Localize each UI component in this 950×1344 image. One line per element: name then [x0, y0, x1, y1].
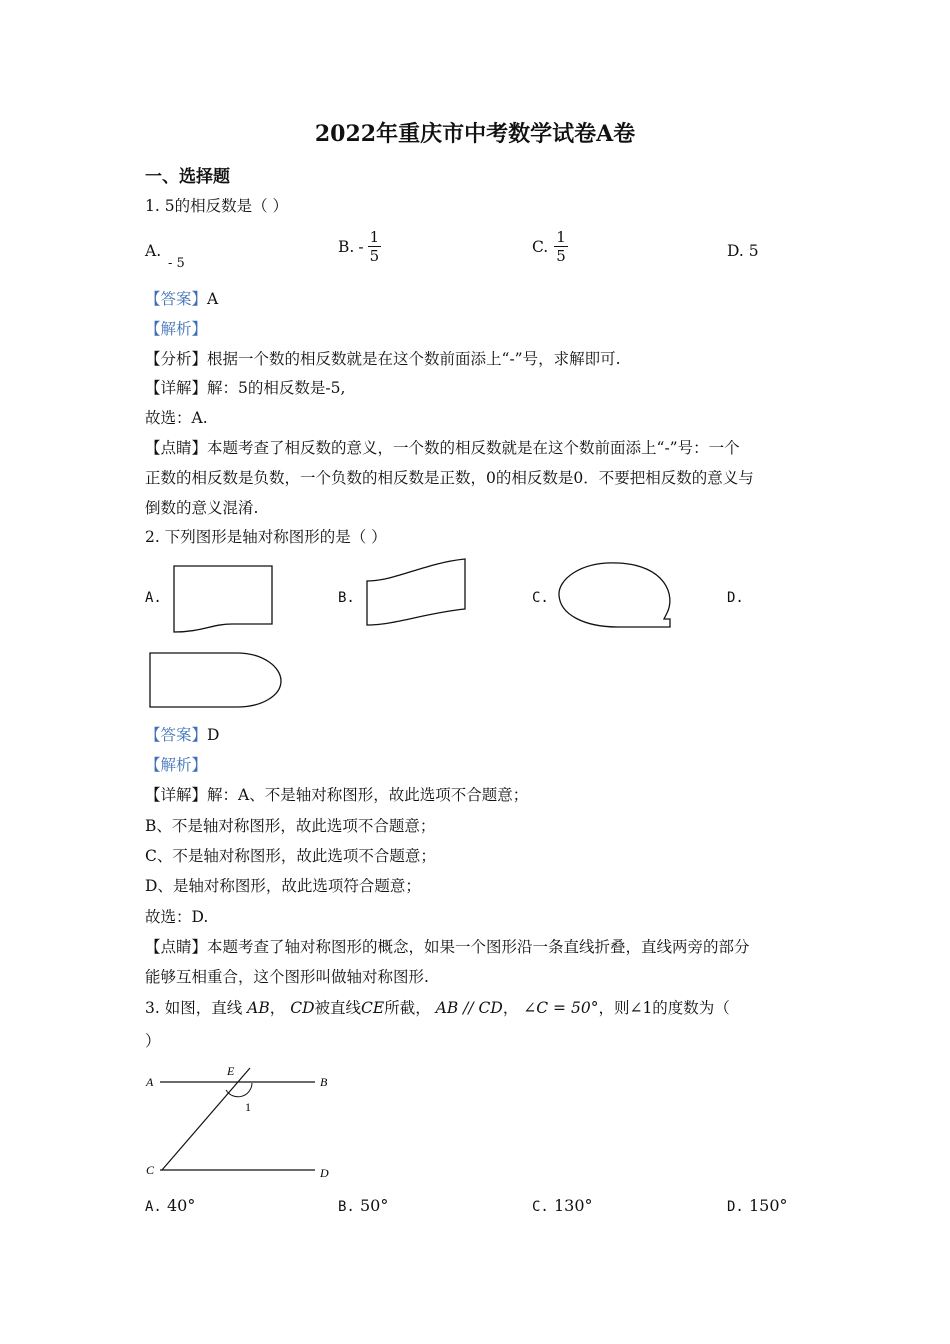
q3-stem-c: 所截，: [384, 999, 431, 1017]
q1-dianjing-1: [145, 437, 740, 459]
q1-option-a-label: A.: [145, 242, 162, 260]
q1-option-b-fraction: [368, 228, 382, 265]
q1-option-c-label: C.: [532, 237, 549, 256]
q1-option-d: D. 5: [727, 242, 759, 260]
q3-label-a: A: [146, 1075, 154, 1089]
q3-label-c: C: [146, 1163, 155, 1177]
q2-shape-d: [145, 645, 290, 715]
q1-dianjing-3: 倒数的意义混淆.: [145, 499, 259, 517]
q3-stem-b: 被直线: [314, 999, 362, 1017]
q3-option-a-value: 40°: [166, 1196, 196, 1215]
q3-option-c: [532, 1196, 593, 1215]
q1-option-c: [532, 228, 568, 265]
q2-option-c-label: C.: [532, 590, 549, 606]
q1-answer-tag: 【答案】: [145, 290, 208, 308]
q2-dianjing-2: 能够互相重合，这个图形叫做轴对称图形.: [145, 968, 429, 986]
q1-analysis-tag: 【解析】: [145, 320, 208, 338]
q2-analysis-tag: 【解析】: [145, 756, 208, 774]
q3-comma-1: ，: [269, 999, 286, 1017]
section-heading: 一、选择题: [145, 167, 230, 187]
q3-option-a: [145, 1196, 195, 1215]
q3-angle: ∠C = 50°: [523, 999, 599, 1017]
q2-answer-tag: 【答案】: [145, 726, 208, 744]
q2-shape-a: [160, 560, 280, 640]
q2-dianjing-text-1: 本题考查了轴对称图形的概念，如果一个图形沿一条直线折叠，直线两旁的部分: [207, 938, 750, 956]
q2-dianjing-tag: 【点睛】: [145, 938, 208, 956]
q3-label-b: B: [320, 1075, 328, 1089]
q3-option-b-value: 50°: [359, 1196, 389, 1215]
q3-figure: [140, 1060, 340, 1185]
q1-xiangjie-tag: 【详解】: [145, 379, 208, 397]
q1-option-c-fraction: [554, 228, 568, 265]
q1-dianjing-text-1: 本题考查了相反数的意义，一个数的相反数就是在这个数前面添上“-”号：一个: [207, 439, 740, 457]
q3-line-ce: [162, 1068, 250, 1170]
q2-answer: [145, 724, 219, 746]
q2-option-d-label: D.: [727, 590, 744, 606]
q3-option-d-label: D.: [727, 1199, 744, 1215]
q2-choose: 故选：D.: [145, 908, 209, 926]
q3-angle-arc: [226, 1083, 252, 1097]
q3-stem: [145, 997, 730, 1019]
q2-shape-b: [355, 555, 475, 635]
q2-option-a-label: A.: [145, 590, 162, 606]
q3-ab: AB: [247, 999, 270, 1017]
q2-dianjing-1: [145, 936, 750, 958]
q3-option-b-label: B.: [338, 1199, 355, 1215]
q3-label-1: 1: [245, 1100, 251, 1114]
q1-dianjing-tag: 【点睛】: [145, 439, 208, 457]
q1-option-b-denominator: 5: [369, 247, 380, 265]
q1-xiangjie: [145, 377, 345, 399]
q1-option-b-sign: -: [358, 237, 364, 256]
q1-fenxi-text: 根据一个数的相反数就是在这个数前面添上“-”号，求解即可.: [207, 350, 621, 368]
q1-xiangjie-text: 解：5的相反数是-5,: [207, 379, 346, 397]
q3-label-d: D: [320, 1166, 329, 1180]
q1-fenxi: [145, 348, 621, 370]
q3-stem-d: ，则∠1的度数为（: [598, 999, 730, 1017]
q1-option-c-denominator: 5: [556, 247, 566, 265]
q1-option-c-numerator: 1: [556, 228, 566, 246]
q1-option-a-value: - 5: [168, 256, 185, 271]
q2-line-b: B、不是轴对称图形，故此选项不合题意；: [145, 817, 436, 835]
q3-option-d-value: 150°: [748, 1196, 788, 1215]
q2-line-a: 解：A、不是轴对称图形，故此选项不合题意；: [207, 786, 529, 804]
q1-option-b-numerator: 1: [369, 228, 380, 246]
q1-fenxi-tag: 【分析】: [145, 350, 208, 368]
q2-line-d: D、是轴对称图形，故此选项符合题意；: [145, 877, 421, 895]
q3-option-c-value: 130°: [553, 1196, 593, 1215]
q3-cd: CD: [290, 999, 315, 1017]
q3-stem-close: ）: [145, 1032, 161, 1050]
q2-xiangjie-tag: 【详解】: [145, 786, 208, 804]
q1-option-b: [338, 228, 381, 265]
q2-option-b-label: B.: [338, 590, 355, 606]
q3-option-d: [727, 1196, 788, 1215]
q3-label-e: E: [227, 1064, 235, 1078]
q3-ce: CE: [361, 999, 385, 1017]
q3-comma-2: ，: [502, 999, 519, 1017]
q3-option-c-label: C.: [532, 1199, 549, 1215]
q2-shape-c: [550, 555, 680, 635]
q1-dianjing-2: 正数的相反数是负数，一个负数的相反数是正数，0的相反数是0．不要把相反数的意义与: [145, 469, 754, 487]
q3-parallel: AB // CD: [435, 999, 503, 1017]
q1-answer: [145, 288, 218, 310]
q2-answer-value: D: [207, 726, 220, 744]
q2-stem: 2. 下列图形是轴对称图形的是（ ）: [145, 528, 387, 546]
q3-option-a-label: A.: [145, 1199, 162, 1215]
page-title: 2022年重庆市中考数学试卷A卷: [314, 121, 636, 147]
q2-line-c: C、不是轴对称图形，故此选项不合题意；: [145, 847, 436, 865]
q3-stem-a: 3. 如图，直线: [145, 999, 243, 1017]
q3-option-b: [338, 1196, 388, 1215]
q2-xiangjie-a: [145, 784, 528, 806]
q1-option-b-label: B.: [338, 237, 355, 256]
q1-stem: 1. 5的相反数是（ ）: [145, 197, 289, 215]
q1-choose: 故选：A.: [145, 409, 208, 427]
q1-answer-value: A: [207, 290, 219, 308]
